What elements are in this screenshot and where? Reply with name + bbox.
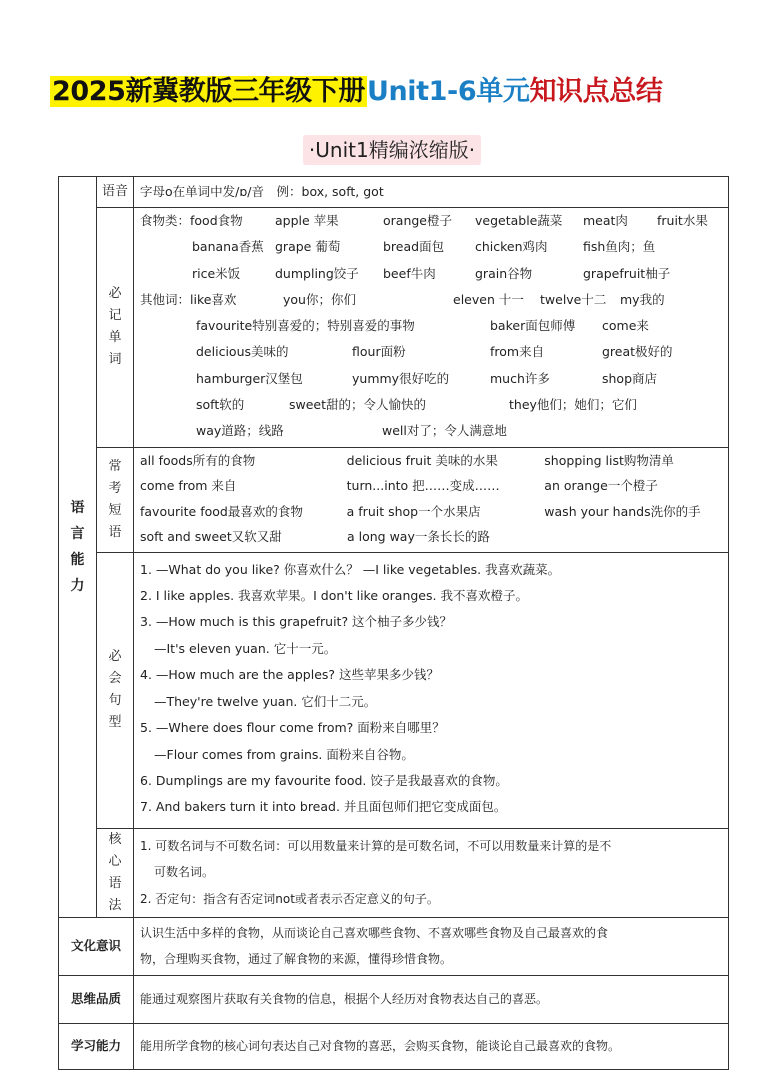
vocab-row — [140, 313, 722, 339]
phrase-item: shopping list购物清单 — [544, 452, 674, 468]
sentence-line: 1. —What do you like? 你喜欢什么？ —I like vegetables. 我喜欢蔬菜。 — [140, 561, 561, 577]
knowledge-table — [58, 176, 729, 1070]
vocab-item: shop商店 — [602, 370, 658, 386]
vocab-item: delicious美味的 — [196, 344, 289, 360]
vocab-label-char: 必 — [108, 286, 122, 302]
subtitle: ·Unit1精编浓缩版· — [303, 135, 481, 165]
sentences-label-char: 必 — [108, 649, 122, 665]
sentences-label — [97, 552, 134, 828]
lang-ability-label — [59, 177, 97, 918]
culture-line: 物，合理购买食物，通过了解食物的来源，懂得珍惜食物。 — [140, 951, 453, 966]
vocab-item: vegetable蔬菜 — [475, 213, 563, 228]
vocab-row — [140, 418, 722, 444]
vocab-item: my我的 — [620, 291, 665, 307]
page-title — [50, 72, 662, 112]
pronunciation-text: 字母o在单词中发/ɒ/音 例：box, soft, got — [140, 184, 384, 199]
vocab-item: 其他词：like喜欢 — [140, 291, 237, 307]
vocab-item: well对了；令人满意地 — [382, 423, 507, 439]
sentence-line: 5. —Where does flour come from? 面粉来自哪里？ — [140, 720, 445, 736]
row-learning — [59, 1023, 729, 1069]
vocab-row — [140, 366, 722, 392]
vocab-item: grape 葡萄 — [275, 239, 341, 255]
vocab-label — [97, 208, 134, 448]
phrase-item: wash your hands洗你的手 — [544, 503, 701, 519]
subtitle-container — [0, 135, 784, 165]
lang-ability-char-1: 语 — [70, 499, 85, 516]
vocab-item: you你；你们 — [283, 291, 356, 307]
title-unit-part: Unit1-6单元 — [366, 76, 530, 107]
vocab-item: baker面包师傅 — [490, 318, 576, 334]
sentence-line: 3. —How much is this grapefruit? 这个柚子多少钱？ — [140, 614, 453, 630]
phrases-label-char: 短 — [108, 502, 122, 518]
vocab-item: rice米饭 — [192, 265, 241, 281]
grammar-label-char: 心 — [108, 853, 122, 869]
lang-ability-char-3: 能 — [70, 551, 85, 568]
pronunciation-content — [134, 177, 729, 208]
vocab-item: eleven 十一 — [453, 291, 524, 307]
phrase-item: delicious fruit 美味的水果 — [346, 452, 498, 468]
phrases-content — [134, 447, 729, 552]
sentence-line: 7. And bakers turn it into bread. 并且面包师们把它变成面包。 — [140, 799, 507, 815]
vocab-item: they他们；她们；它们 — [509, 397, 637, 413]
culture-label: 文化意识 — [59, 917, 134, 975]
vocab-label-char: 单 — [108, 330, 122, 346]
grammar-label-char: 法 — [108, 897, 122, 913]
culture-line: 认识生活中多样的食物，从而谈论自己喜欢哪些食物、不喜欢哪些食物及自己最喜欢的食 — [140, 925, 609, 940]
sentences-content — [134, 552, 729, 828]
phrase-row — [140, 499, 722, 525]
sentence-line: —It's eleven yuan. 它十一元。 — [154, 640, 337, 656]
vocab-row — [140, 392, 722, 418]
grammar-content — [134, 828, 729, 917]
vocab-item: chicken鸡肉 — [475, 239, 548, 255]
vocab-item: 食物类：food食物 — [140, 213, 243, 228]
vocab-item: soft软的 — [196, 397, 245, 413]
vocab-item: banana香蕉 — [192, 239, 264, 255]
vocab-item: much许多 — [490, 370, 550, 386]
vocab-item: twelve十二 — [540, 291, 607, 307]
sentences-label-char: 句 — [108, 693, 122, 709]
sentence-line: —They're twelve yuan. 它们十二元。 — [154, 693, 377, 709]
phrase-item: soft and sweet又软又甜 — [140, 529, 282, 545]
vocab-item: flour面粉 — [352, 344, 406, 360]
row-thinking — [59, 975, 729, 1023]
sentence-line: 6. Dumplings are my favourite food. 饺子是我最喜欢的食物。 — [140, 772, 508, 788]
vocab-item: grapefruit柚子 — [583, 265, 671, 281]
pronunciation-label: 语音 — [97, 177, 134, 208]
sentence-line: 4. —How much are the apples? 这些苹果多少钱？ — [140, 667, 439, 683]
row-grammar — [59, 828, 729, 917]
grammar-line: 1. 可数名词与不可数名词：可以用数量来计算的是可数名词，不可以用数量来计算的是不 — [140, 838, 612, 853]
phrase-row — [140, 473, 722, 499]
phrases-label-char: 考 — [108, 480, 122, 496]
vocab-item: great极好的 — [602, 344, 673, 360]
phrase-item: a fruit shop一个水果店 — [346, 503, 481, 519]
row-phrases — [59, 447, 729, 552]
vocab-item: yummy很好吃的 — [352, 370, 450, 386]
vocab-row — [140, 339, 722, 365]
grammar-label-char: 语 — [108, 875, 122, 891]
lang-ability-char-4: 力 — [70, 577, 85, 594]
sentences-label-char: 会 — [108, 671, 122, 687]
vocab-content — [134, 208, 729, 448]
vocab-item: dumpling饺子 — [275, 265, 359, 281]
thinking-label: 思维品质 — [59, 975, 134, 1023]
vocab-item: way道路；线路 — [196, 423, 284, 439]
learning-content — [134, 1023, 729, 1069]
phrase-item: come from 来自 — [140, 478, 237, 494]
vocab-item: fruit水果 — [657, 213, 708, 228]
sentences-label-char: 型 — [108, 715, 122, 731]
vocab-item: favourite特别喜爱的；特别喜爱的事物 — [196, 318, 415, 334]
title-summary-part: 知识点总结 — [529, 76, 663, 107]
row-pronunciation — [59, 177, 729, 208]
thinking-content — [134, 975, 729, 1023]
phrase-item: a long way一条长长的路 — [347, 529, 490, 545]
vocab-row — [140, 234, 722, 260]
sentence-line: —Flour comes from grains. 面粉来自谷物。 — [154, 746, 414, 762]
sentence-line: 2. I like apples. 我喜欢苹果。I don't like oranges. 我不喜欢橙子。 — [140, 588, 528, 604]
phrase-item: all foods所有的食物 — [140, 452, 256, 468]
title-highlight-part: 2025新冀教版三年级下册 — [52, 76, 365, 107]
vocab-item: bread面包 — [383, 239, 445, 255]
grammar-label-char: 核 — [108, 831, 122, 847]
vocab-row — [140, 287, 722, 313]
grammar-label — [97, 828, 134, 917]
vocab-item: orange橙子 — [383, 213, 452, 228]
vocab-item: beef牛肉 — [383, 265, 436, 281]
vocab-item: meat肉 — [583, 213, 628, 228]
row-vocab — [59, 208, 729, 448]
phrases-label-char: 常 — [108, 458, 122, 474]
vocab-row — [140, 208, 722, 234]
learning-label: 学习能力 — [59, 1023, 134, 1069]
vocab-item: apple 苹果 — [275, 213, 339, 228]
vocab-label-char: 词 — [108, 352, 122, 368]
vocab-item: from来自 — [490, 344, 545, 360]
vocab-item: come来 — [602, 318, 649, 334]
phrases-label-char: 语 — [108, 524, 122, 540]
row-culture — [59, 917, 729, 975]
vocab-item: fish鱼肉；鱼 — [583, 239, 656, 255]
phrase-item: an orange一个橙子 — [544, 478, 658, 494]
vocab-item: grain谷物 — [475, 265, 533, 281]
learning-line: 能用所学食物的核心词句表达自己对食物的喜恶，会购买食物，能谈论自己最喜欢的食物。 — [140, 1039, 621, 1054]
lang-ability-char-2: 言 — [70, 525, 85, 542]
row-sentences — [59, 552, 729, 828]
vocab-row — [140, 261, 722, 287]
vocab-item: hamburger汉堡包 — [196, 370, 303, 386]
phrase-row — [140, 524, 722, 550]
phrases-label — [97, 447, 134, 552]
grammar-line: 可数名词。 — [154, 865, 215, 880]
vocab-item: sweet甜的；令人愉快的 — [289, 397, 427, 413]
grammar-line: 2. 否定句：指含有否定词not或者表示否定意义的句子。 — [140, 891, 439, 906]
culture-content — [134, 917, 729, 975]
vocab-label-char: 记 — [108, 308, 122, 324]
thinking-line: 能通过观察图片获取有关食物的信息，根据个人经历对食物表达自己的喜恶。 — [140, 992, 549, 1007]
phrase-row — [140, 448, 722, 474]
phrase-item: favourite food最喜欢的食物 — [140, 503, 303, 519]
phrase-item: turn...into 把……变成…… — [346, 478, 500, 494]
